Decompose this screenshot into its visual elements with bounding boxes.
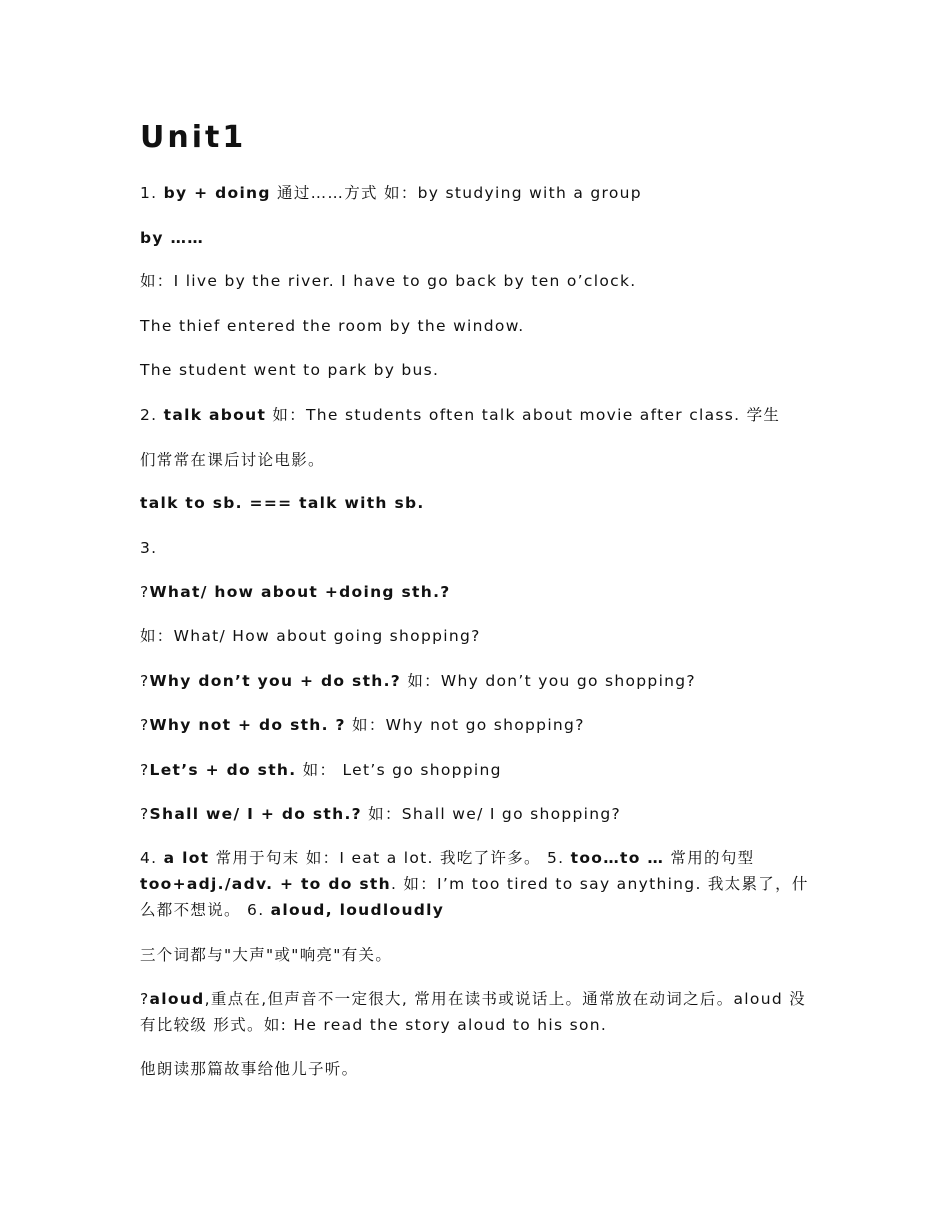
keyword: Shall we/ I + do sth.? [149, 805, 362, 823]
page-title: Unit1 [140, 120, 247, 155]
note-line: 三个词都与"大声"或"响亮"有关。 [140, 946, 393, 964]
note-line: ?Why not + do sth. ? 如：Why not go shopping? [140, 716, 585, 734]
keyword: What/ how about +doing sth.? [149, 583, 451, 601]
note-line: 1. by + doing 通过……方式 如：by studying with a group [140, 184, 642, 202]
note-line [140, 225, 820, 251]
keyword: Why not + do sth. ? [149, 716, 346, 734]
keyword: Let’s + do sth. [149, 761, 297, 779]
note-line: ?Shall we/ I + do sth.? 如：Shall we/ I go shopping? [140, 805, 622, 823]
example-line: 如：I live by the river. I have to go back by ten o’clock. [140, 272, 637, 290]
note-line: ?What/ how about +doing sth.? [140, 583, 451, 601]
note-line: 2. talk about 如：The students often talk about movie after class. 学生 [140, 406, 781, 424]
keyword: Why don’t you + do sth.? [149, 672, 402, 690]
note-line: ?Why don’t you + do sth.? 如：Why don’t you go shopping? [140, 672, 696, 690]
keyword: by + doing [163, 184, 271, 202]
note-paragraph: ?aloud,重点在,但声音不一定很大, 常用在读书或说话上。通常放在动词之后。aloud 没有比较级 形式。如: He read the story aloud to his son. [140, 990, 806, 1034]
example-line: The student went to park by bus. [140, 361, 440, 379]
example-line: The thief entered the room by the window. [140, 317, 525, 335]
note-line: ?Let’s + do sth. 如： Let’s go shopping [140, 761, 502, 779]
note-line [140, 490, 820, 516]
keyword: by …… [140, 229, 205, 247]
keyword: talk to sb. === talk with sb. [140, 494, 425, 512]
note-line: 3. [140, 539, 158, 557]
note-paragraph: 4. a lot 常用于句末 如：I eat a lot. 我吃了许多。 5. too…to … 常用的句型 too+adj./adv. + to do sth. 如：I’m too tired to say anything. 我太累了，什么都不想说。 6. aloud, loudloudly [140, 849, 809, 919]
keyword: too+adj./adv. + to do sth [140, 875, 391, 893]
example-line: 他朗读那篇故事给他儿子听。 [140, 1060, 359, 1078]
keyword: aloud, loudloudly [270, 901, 445, 919]
keyword: talk about [163, 406, 267, 424]
keyword: too…to … [570, 849, 665, 867]
example-line: 如：What/ How about going shopping? [140, 627, 481, 645]
example-line: 们常常在课后讨论电影。 [140, 451, 325, 469]
keyword: aloud [149, 990, 205, 1008]
keyword: a lot [163, 849, 210, 867]
